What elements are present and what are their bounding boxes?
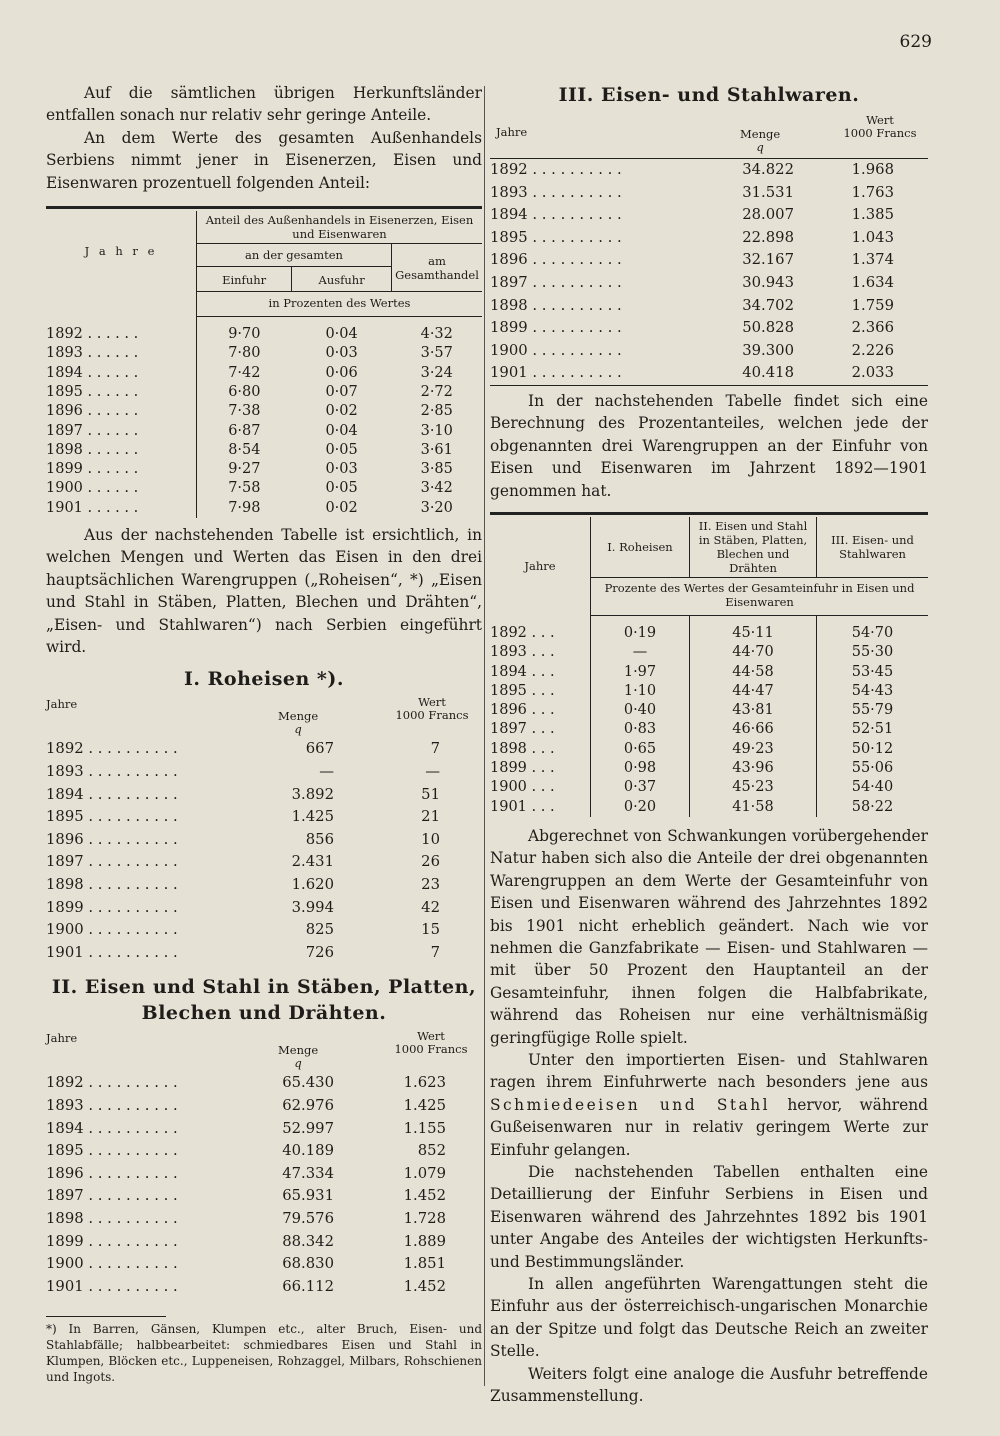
column-header: Jahre	[46, 697, 78, 712]
ausfuhr-cell: 0·05	[325, 441, 358, 458]
table-row	[490, 682, 928, 701]
menge-cell: 726	[300, 942, 334, 965]
wert-cell: 1.763	[851, 183, 894, 201]
table-row	[46, 851, 482, 874]
year-cell: 1897 . . .	[490, 720, 591, 739]
table-row	[46, 1163, 482, 1186]
wert-cell: 7	[430, 943, 440, 961]
stahlwaren-cell: 54·70	[851, 624, 894, 641]
year-cell: 1892 . . . . . . . . . .	[490, 161, 622, 178]
table-row	[46, 784, 482, 807]
ausfuhr-cell: 0·04	[325, 326, 358, 343]
table-row	[490, 227, 928, 250]
menge-cell: 50.828	[736, 317, 794, 340]
paragraph: Die nachstehenden Tabellen enthalten eine Detaillierung der Einfuhr Serbiens in Eisen und Eisenwaren während des Jahrzehntes 1892 bis 1901 unter Angabe des Anteiles der wichtigsten Herkunfts- und Bestimmungsländer.	[490, 1163, 928, 1271]
menge-cell: —	[313, 761, 334, 784]
ausfuhr-cell: 0·03	[325, 345, 358, 362]
einfuhr-cell: 7·38	[228, 403, 261, 420]
menge-cell: 3.994	[286, 897, 334, 920]
paragraph: In allen angeführten Warengattungen steht die Einfuhr aus der österreichisch-ungarischen Monarchie an der Spitze und folgt das Deutsche Reich an zweiter Stelle.	[490, 1275, 928, 1361]
eisen-stahl-cell: 41·58	[690, 798, 817, 817]
stahlwaren-cell: 55·30	[851, 644, 894, 661]
wert-cell: 51	[421, 785, 440, 803]
year-cell: 1900 . . . . . .	[46, 479, 197, 498]
roheisen-cell: 0·65	[591, 740, 690, 759]
table-row	[46, 829, 482, 852]
wert-cell: 26	[421, 853, 440, 871]
einfuhr-cell: 7·98	[228, 499, 261, 516]
year-cell: 1899 . . . . . . . . . .	[46, 1232, 178, 1250]
wert-cell: 1.079	[403, 1164, 446, 1182]
table-row	[490, 272, 928, 295]
roheisen-table	[46, 694, 482, 964]
table-row	[490, 249, 928, 272]
einfuhr-cell: 6·80	[228, 383, 261, 400]
eisen-stahl-cell: 46·66	[690, 720, 817, 739]
ausfuhr-cell: 0·06	[325, 364, 358, 381]
menge-cell: 2.431	[286, 851, 334, 874]
year-cell: 1892 . . .	[490, 615, 591, 643]
year-cell: 1893 . . . . . . . . . .	[46, 1096, 178, 1114]
year-cell: 1898 . . . . . . . . . .	[490, 296, 622, 314]
table-row	[46, 422, 482, 441]
right-column	[490, 82, 928, 1408]
wert-cell: 2.226	[851, 341, 894, 359]
gesamt-cell: 3·61	[420, 441, 453, 458]
column-header: am Gesamthandel	[395, 253, 479, 282]
year-cell: 1892 . . . . . . . . . .	[46, 740, 178, 758]
year-cell: 1897 . . . . . . . . . .	[46, 1187, 178, 1205]
year-cell: 1898 . . .	[490, 740, 591, 759]
wert-cell: 21	[421, 808, 440, 826]
year-cell: 1900 . . . . . . . . . .	[46, 1255, 178, 1273]
year-cell: 1898 . . . . . . . . . .	[46, 876, 178, 893]
column-header: Einfuhr	[197, 267, 292, 292]
year-cell: 1894 . . .	[490, 663, 591, 682]
eisen-stahl-cell: 44·47	[690, 682, 817, 701]
percentage-table	[490, 517, 928, 817]
wert-cell: 23	[421, 876, 440, 893]
gesamt-cell: 3·57	[420, 345, 453, 362]
table-row	[46, 874, 482, 897]
table-row	[46, 1185, 482, 1208]
wert-cell: 1.759	[851, 296, 894, 314]
year-cell: 1898 . . . . . .	[46, 441, 197, 460]
menge-cell: 47.334	[276, 1163, 334, 1186]
table-row	[46, 1253, 482, 1276]
table-row	[46, 383, 482, 402]
table-row	[490, 159, 928, 182]
footnote	[46, 1316, 482, 1385]
table-row	[490, 295, 928, 318]
year-cell: 1897 . . . . . . . . . .	[46, 853, 178, 871]
einfuhr-cell: 7·42	[228, 364, 261, 381]
wert-cell: 1.634	[851, 273, 894, 291]
year-cell: 1895 . . .	[490, 682, 591, 701]
table-row	[490, 204, 928, 227]
paragraph: An dem Werte des gesamten Außenhandels Serbiens nimmt jener in Eisenerzen, Eisen und Eisenwaren prozentuell folgenden Anteil:	[46, 128, 482, 192]
menge-cell: 52.997	[276, 1118, 334, 1141]
roheisen-cell: —	[591, 643, 690, 662]
table-row	[46, 1072, 482, 1095]
table-row	[46, 344, 482, 363]
table-row	[46, 806, 482, 829]
table-row	[46, 1095, 482, 1118]
year-cell: 1897 . . . . . . . . . .	[490, 273, 622, 291]
paragraph: Unter den importierten Eisen- und Stahlwaren ragen ihrem Einfuhrwerte nach besonders jene aus Schmiedeeisen und Stahl hervor, während Gußeisenwaren nur in relativ geringem Werte zur Einfuhr gelangen.	[490, 1051, 928, 1159]
ausfuhr-cell: 0·02	[325, 403, 358, 420]
table-top-rule	[490, 512, 928, 515]
column-header: Wert 1000 Francs	[394, 1029, 468, 1057]
year-cell: 1893 . . . . . . . . . .	[46, 763, 178, 781]
table-row	[490, 317, 928, 340]
column-header: Ausfuhr	[292, 267, 392, 292]
column-header: I. Roheisen	[591, 517, 690, 578]
menge-cell: 79.576	[276, 1208, 334, 1231]
year-cell: 1901 . . . . . .	[46, 499, 197, 518]
gesamt-cell: 2·72	[420, 383, 453, 400]
table-row	[46, 460, 482, 479]
ausfuhr-cell: 0·07	[325, 383, 358, 400]
table-row	[46, 402, 482, 421]
year-cell: 1899 . . .	[490, 759, 591, 778]
wert-cell: 852	[417, 1142, 446, 1160]
eisen-stahl-cell: 43·96	[690, 759, 817, 778]
gesamt-cell: 3·85	[420, 461, 453, 478]
footnote-text: *) In Barren, Gänsen, Klumpen etc., alter Bruch, Eisen- und Stahlabfälle; halbbearbeitet: schmiedbares Eisen und Stahl in Klumpen, Blöcken etc., Luppeneisen, Rohzaggel, Milbars, Rohschienen und Ingots.	[46, 1322, 482, 1385]
table-row	[46, 761, 482, 784]
wert-cell: 42	[421, 898, 440, 916]
menge-cell: 30.943	[736, 272, 794, 295]
roheisen-cell: 0·40	[591, 701, 690, 720]
ausfuhr-cell: 0·02	[325, 499, 358, 516]
table-row	[490, 643, 928, 662]
stahlwaren-cell: 55·06	[851, 760, 894, 777]
year-cell: 1901 . . .	[490, 798, 591, 817]
paragraph: Weiters folgt eine analoge die Ausfuhr betreffende Zusammenstellung.	[490, 1364, 928, 1406]
year-cell: 1895 . . . . . . . . . .	[490, 228, 622, 246]
eisen-stahl-cell: 45·11	[690, 615, 817, 643]
menge-cell: 65.430	[276, 1072, 334, 1095]
wert-cell: 1.043	[851, 228, 894, 246]
year-cell: 1899 . . . . . . . . . .	[490, 319, 622, 337]
column-header: Menge q	[278, 709, 319, 737]
roheisen-cell: 1·10	[591, 682, 690, 701]
stahlwaren-cell: 50·12	[851, 740, 894, 757]
menge-cell: 40.418	[736, 362, 794, 385]
gesamt-cell: 3·42	[420, 480, 453, 497]
stahlwaren-cell: 52·51	[851, 721, 894, 738]
share-table	[46, 211, 482, 518]
table-row	[46, 479, 482, 498]
table-row	[490, 340, 928, 363]
column-header: Anteil des Außenhandels in Eisenerzen, Eisen und Eisenwaren	[197, 211, 483, 244]
year-cell: 1892 . . . . . . . . . .	[46, 1074, 178, 1092]
year-cell: 1894 . . . . . . . . . .	[490, 206, 622, 224]
table-row	[46, 919, 482, 942]
paragraph: Abgerechnet von Schwankungen vorübergehender Natur haben sich also die Anteile der drei obgenannten Warengruppen an dem Werte der Gesamteinfuhr von Eisen und Eisenwaren während des Jahrzehntes 1892 bis 1901 nicht erheblich geändert. Nach wie vor nehmen die Ganzfabrikate — Eisen- und Stahlwaren — mit über 50 Prozent den Hauptanteil an der Gesamteinfuhr, ihnen folgen die Halbfabrikate, während das Roheisen nur eine verhältnismäßig geringfügige Rolle spielt.	[490, 826, 928, 1047]
column-header: Prozente des Wertes der Gesamteinfuhr in Eisen und Eisenwaren	[591, 577, 929, 615]
menge-cell: 66.112	[276, 1276, 334, 1299]
menge-cell: 34.822	[736, 159, 794, 182]
ausfuhr-cell: 0·03	[325, 461, 358, 478]
table-row	[490, 740, 928, 759]
stahlwaren-cell: 54·43	[851, 682, 894, 699]
year-cell: 1895 . . . . . .	[46, 383, 197, 402]
year-cell: 1900 . . . . . . . . . .	[46, 921, 178, 939]
table-row	[46, 1276, 482, 1299]
year-cell: 1898 . . . . . . . . . .	[46, 1209, 178, 1227]
wert-cell: 1.425	[403, 1096, 446, 1114]
table-row	[46, 942, 482, 965]
year-cell: 1901 . . . . . . . . . .	[490, 364, 622, 382]
table-row	[46, 1140, 482, 1163]
menge-cell: 40.189	[276, 1140, 334, 1163]
menge-cell: 1.425	[286, 806, 334, 829]
year-cell: 1896 . . . . . . . . . .	[490, 251, 622, 269]
column-header: Jahre	[46, 1031, 78, 1046]
wert-cell: 15	[421, 921, 440, 939]
roheisen-cell: 0·19	[591, 615, 690, 643]
wert-cell: 1.385	[851, 206, 894, 224]
year-cell: 1895 . . . . . . . . . .	[46, 808, 178, 826]
roheisen-cell: 0·98	[591, 759, 690, 778]
section-title: III. Eisen- und Stahlwaren.	[558, 84, 860, 106]
menge-cell: 68.830	[276, 1253, 334, 1276]
year-cell: 1893 . . . . . . . . . .	[490, 183, 622, 201]
year-cell: 1896 . . . . . . . . . .	[46, 830, 178, 848]
column-header: Wert 1000 Francs	[843, 113, 917, 140]
roheisen-cell: 0·37	[591, 778, 690, 797]
ausfuhr-cell: 0·04	[325, 422, 358, 439]
table-row	[490, 798, 928, 817]
section-title: I. Roheisen *).	[184, 668, 344, 691]
year-cell: 1894 . . . . . . . . . .	[46, 1119, 178, 1137]
year-cell: 1901 . . . . . . . . . .	[46, 943, 178, 961]
gesamt-cell: 3·20	[420, 499, 453, 516]
einfuhr-cell: 8·54	[228, 441, 261, 458]
wert-cell: 1.728	[403, 1209, 446, 1227]
einfuhr-cell: 7·80	[228, 345, 261, 362]
eisen-stahl-cell: 49·23	[690, 740, 817, 759]
stahlwaren-table	[490, 110, 928, 386]
einfuhr-cell: 6·87	[228, 422, 261, 439]
roheisen-cell: 1·97	[591, 663, 690, 682]
year-cell: 1896 . . . . . .	[46, 402, 197, 421]
year-cell: 1897 . . . . . .	[46, 422, 197, 441]
eisen-stahl-cell: 44·70	[690, 643, 817, 662]
table-row	[46, 1231, 482, 1254]
table-row	[46, 897, 482, 920]
menge-cell: 22.898	[736, 227, 794, 250]
wert-cell: 7	[430, 740, 440, 758]
column-header: Wert 1000 Francs	[395, 695, 469, 723]
einfuhr-cell: 7·58	[228, 480, 261, 497]
paragraph: Auf die sämtlichen übrigen Herkunftsländer entfallen sonach nur relativ sehr geringe Anteile.	[46, 84, 482, 125]
menge-cell: 3.892	[286, 784, 334, 807]
table-top-rule	[46, 206, 482, 209]
stahlwaren-cell: 54·40	[851, 779, 894, 796]
year-cell: 1893 . . .	[490, 643, 591, 662]
wert-cell: 1.374	[851, 251, 894, 269]
year-cell: 1896 . . .	[490, 701, 591, 720]
year-cell: 1893 . . . . . .	[46, 344, 197, 363]
section-title: II. Eisen und Stahl in Stäben, Platten, Blechen und Drähten.	[51, 976, 477, 1025]
table-row	[46, 738, 482, 761]
einfuhr-cell: 9·27	[228, 461, 261, 478]
year-cell: 1900 . . .	[490, 778, 591, 797]
roheisen-cell: 0·20	[591, 798, 690, 817]
menge-cell: 28.007	[736, 204, 794, 227]
table-row	[490, 182, 928, 205]
wert-cell: 1.452	[403, 1277, 446, 1295]
menge-cell: 65.931	[276, 1185, 334, 1208]
einfuhr-cell: 9·70	[228, 326, 261, 343]
gesamt-cell: 3·24	[420, 364, 453, 381]
table-row	[490, 663, 928, 682]
column-header: II. Eisen und Stahl in Stäben, Platten, Blechen und Drähten	[690, 517, 817, 578]
eisen-stahl-cell: 43·81	[690, 701, 817, 720]
year-cell: 1892 . . . . . .	[46, 317, 197, 345]
year-cell: 1895 . . . . . . . . . .	[46, 1142, 178, 1160]
column-header: III. Eisen- und Stahlwaren	[831, 532, 914, 561]
year-cell: 1899 . . . . . .	[46, 460, 197, 479]
column-header: J a h r e	[46, 211, 197, 292]
wert-cell: 10	[421, 830, 440, 848]
table-row	[490, 362, 928, 385]
wert-cell: 1.155	[403, 1119, 446, 1137]
eisen-stahl-cell: 45·23	[690, 778, 817, 797]
menge-cell: 31.531	[736, 182, 794, 205]
column-header: in Prozenten des Wertes	[197, 292, 483, 317]
wert-cell: 1.452	[403, 1187, 446, 1205]
column-header: Menge q	[740, 127, 781, 154]
stahlwaren-cell: 58·22	[851, 798, 894, 815]
table-row	[46, 1118, 482, 1141]
year-cell: 1899 . . . . . . . . . .	[46, 898, 178, 916]
menge-cell: 856	[300, 829, 334, 852]
menge-cell: 667	[300, 738, 334, 761]
stahlwaren-cell: 55·79	[851, 702, 894, 719]
page-number: 629	[899, 32, 932, 52]
eisen-stahl-cell: 44·58	[690, 663, 817, 682]
wert-cell: 2.366	[851, 319, 894, 337]
menge-cell: 88.342	[276, 1231, 334, 1254]
gesamt-cell: 4·32	[420, 326, 453, 343]
column-header: Jahre	[496, 125, 528, 139]
menge-cell: 34.702	[736, 295, 794, 318]
table-row	[46, 364, 482, 383]
ausfuhr-cell: 0·05	[325, 480, 358, 497]
menge-cell: 1.620	[286, 874, 334, 897]
left-column	[46, 82, 482, 1385]
year-cell: 1894 . . . . . . . . . .	[46, 785, 178, 803]
table-row	[490, 720, 928, 739]
year-cell: 1901 . . . . . . . . . .	[46, 1277, 178, 1295]
gesamt-cell: 3·10	[420, 422, 453, 439]
table-row	[46, 499, 482, 518]
table-row	[46, 1208, 482, 1231]
wert-cell: 1.851	[403, 1255, 446, 1273]
column-header: Jahre	[490, 517, 591, 616]
year-cell: 1894 . . . . . .	[46, 364, 197, 383]
menge-cell: 32.167	[736, 249, 794, 272]
menge-cell: 39.300	[736, 340, 794, 363]
wert-cell: 2.033	[851, 364, 894, 382]
table-row	[490, 701, 928, 720]
table-row	[46, 317, 482, 345]
table-row	[490, 778, 928, 797]
wert-cell: 1.889	[403, 1232, 446, 1250]
stahlwaren-cell: 53·45	[851, 663, 894, 680]
year-cell: 1896 . . . . . . . . . .	[46, 1164, 178, 1182]
table-row	[490, 615, 928, 643]
wert-cell: 1.968	[851, 161, 894, 178]
table-row	[490, 759, 928, 778]
paragraph: In der nachstehenden Tabelle findet sich eine Berechnung des Prozentanteiles, welchen jede der obgenannten drei Warengruppen an der Einfuhr von Eisen und Eisenwaren im Jahrzent 1892—1901 genommen hat.	[490, 391, 928, 500]
year-cell: 1900 . . . . . . . . . .	[490, 341, 622, 359]
table-row	[46, 441, 482, 460]
column-header: Menge q	[278, 1043, 319, 1071]
menge-cell: 825	[300, 919, 334, 942]
roheisen-cell: 0·83	[591, 720, 690, 739]
wert-cell: —	[425, 763, 440, 781]
column-divider	[484, 86, 485, 1386]
eisen-stahl-table	[46, 1028, 482, 1298]
gesamt-cell: 2·85	[420, 403, 453, 420]
paragraph: Aus der nachstehenden Tabelle ist ersichtlich, in welchen Mengen und Werten das Eisen in den drei hauptsächlichen Warengruppen („Roheisen“, *) „Eisen und Stahl in Stäben, Platten, Blechen und Drähten“, „Eisen- und Stahlwaren“) nach Serbien eingeführt wird.	[46, 526, 482, 657]
wert-cell: 1.623	[403, 1074, 446, 1092]
column-header: an der gesamten	[197, 244, 392, 267]
menge-cell: 62.976	[276, 1095, 334, 1118]
